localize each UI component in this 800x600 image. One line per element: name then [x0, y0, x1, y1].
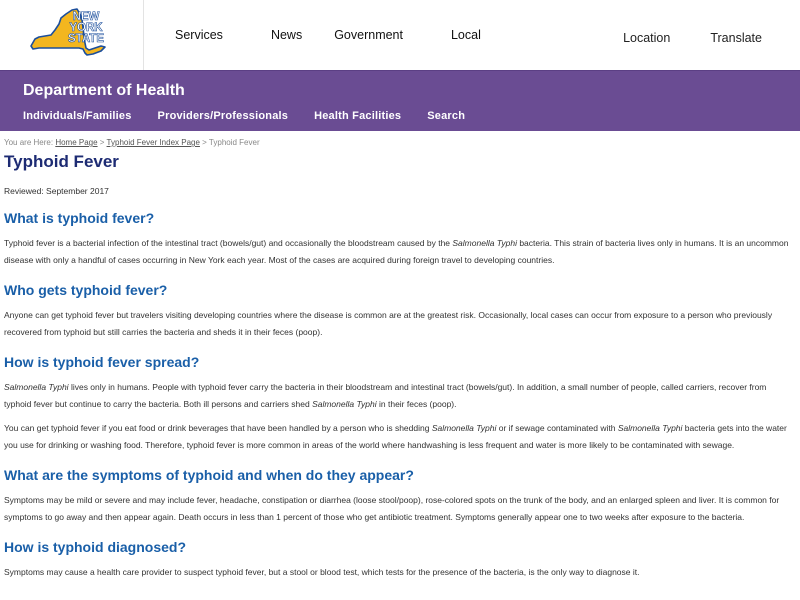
nav-government[interactable]: Government: [334, 28, 403, 42]
reviewed-date: Reviewed: September 2017: [4, 186, 109, 196]
section-paragraph: [4, 564, 796, 581]
section-heading: How is typhoid diagnosed?: [4, 539, 186, 555]
logo-wordmark: [68, 12, 104, 45]
department-bar: [0, 70, 800, 131]
main-nav: [175, 28, 529, 42]
paragraph-text: in their feces (poop).: [376, 398, 457, 409]
dept-nav-facilities[interactable]: Health Facilities: [314, 110, 402, 122]
breadcrumb-separator: >: [202, 138, 207, 147]
breadcrumb-separator: >: [99, 138, 105, 147]
italic-term: Salmonella Typhi: [431, 423, 497, 433]
paragraph-text: You can get typhoid fever if you eat food or drink beverages that have been handled by a person who is shedding: [4, 423, 432, 433]
paragraph-text: Typhoid fever is a bacterial infection of the intestinal tract (bowels/gut) and occasionally the bloodstream caused by the: [4, 238, 453, 248]
dept-nav-providers[interactable]: Providers/Professionals: [157, 110, 289, 122]
paragraph-text: Symptoms may be mild or severe and may include fever, headache, constipation or diarrhea (loose stool/poop), rose-colored spots on the trunk of the body, and an enlarged spleen and liver. It is common for symptoms to go away and then appear again. Death occurs in less than 1 percent of those who get antibiotic treatment. Symptoms generally appear one to two weeks after exposure to the bacteria.: [4, 495, 780, 522]
breadcrumb-current: Typhoid Fever: [208, 138, 260, 147]
breadcrumb: [4, 138, 796, 147]
italic-term: Salmonella Typhi: [312, 398, 377, 409]
section-heading: What is typhoid fever?: [4, 210, 155, 226]
nav-services[interactable]: Services: [175, 28, 223, 42]
section-heading: What are the symptoms of typhoid and when do they appear?: [4, 467, 414, 483]
section-paragraph: [4, 492, 796, 525]
italic-term: Salmonella Typhi: [617, 423, 683, 433]
section-paragraph: [4, 420, 796, 453]
paragraph-text: bacteria gets into the water you use for drinking or washing food. Therefore, typhoid fever is more common in areas of the world where handwashing is less frequent and water is more likely to be contaminated with sewage.: [4, 423, 787, 450]
paragraph-text: bacteria. This strain of bacteria lives only in humans. It is an uncommon disease with only a handful of cases occurring in New York each year. Most of the cases are acquired during foreign travel to developing countries.: [4, 238, 789, 265]
page-title: Typhoid Fever: [4, 152, 119, 171]
section-paragraph: [4, 235, 796, 268]
paragraph-text: or if sewage contaminated with: [496, 423, 618, 433]
paragraph-text: lives only in humans. People with typhoid fever carry the bacteria in their bloodstream and intestinal tract (bowels/gut). In addition, a small number of people, called carriers, recover from typhoid fever but continue to carry the bacteria. Both ill persons and carriers shed: [4, 382, 767, 409]
paragraph-text: Anyone can get typhoid fever but travelers visiting developing countries where the disease is common are at the greatest risk. Occasionally, local cases can occur from exposure to a person who previously recovered from typhoid but still carries the bacteria and sheds it in their feces (poop).: [4, 310, 773, 337]
dept-nav-individuals[interactable]: Individuals/Families: [23, 110, 132, 122]
top-header: [0, 0, 800, 70]
paragraph-text: Symptoms may cause a health care provider to suspect typhoid fever, but a stool or blood test, which tests for the presence of the bacteria, is the only way to diagnose it.: [4, 567, 640, 577]
location-link[interactable]: Location: [623, 31, 671, 45]
utility-nav: [583, 31, 762, 45]
breadcrumb-index-link[interactable]: Typhoid Fever Index Page: [106, 138, 200, 147]
italic-term: Salmonella Typhi: [4, 382, 69, 392]
ny-state-logo[interactable]: [0, 0, 144, 70]
section-paragraph: [4, 307, 796, 340]
translate-link[interactable]: Translate: [710, 31, 762, 45]
department-title[interactable]: Department of Health: [23, 82, 185, 99]
logo-line-1: NEW: [72, 11, 100, 23]
breadcrumb-prefix: You are Here:: [4, 138, 54, 147]
nav-news[interactable]: News: [270, 28, 303, 42]
logo-line-3: STATE: [68, 33, 104, 45]
nav-local[interactable]: Local: [450, 28, 481, 42]
logo-line-2: YORK: [69, 22, 103, 34]
section-heading: Who gets typhoid fever?: [4, 282, 168, 298]
main-content: [0, 138, 800, 581]
breadcrumb-home-link[interactable]: Home Page: [55, 138, 98, 147]
dept-nav-search[interactable]: Search: [427, 110, 466, 122]
department-nav: [23, 110, 491, 122]
section-heading: How is typhoid fever spread?: [4, 354, 200, 370]
article-sections: [4, 210, 796, 581]
section-paragraph: [4, 379, 796, 412]
italic-term: Salmonella Typhi: [452, 238, 517, 248]
